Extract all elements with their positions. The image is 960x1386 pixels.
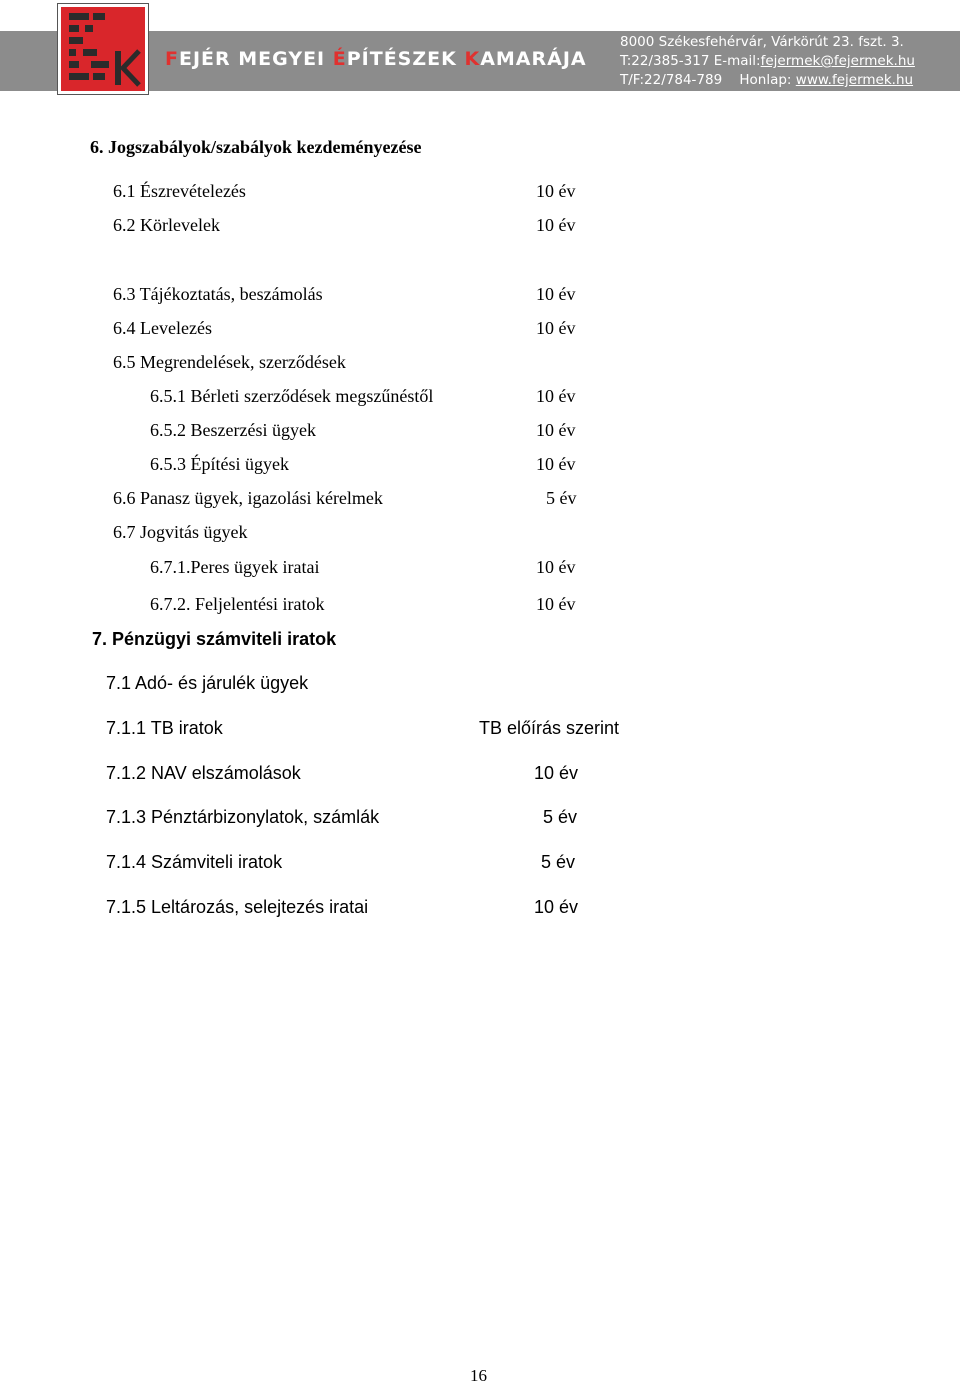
retention-item-value: TB előírás szerint xyxy=(479,718,620,738)
retention-item-value: 10 év xyxy=(536,284,576,304)
retention-item-value: 10 év xyxy=(536,454,576,474)
contact-block xyxy=(620,33,915,90)
retention-item-label: 6.5.1 Bérleti szerződések megszűnéstől xyxy=(150,386,434,406)
phone-prefix: T:22/385-317 E-mail: xyxy=(620,53,761,69)
retention-item-label: 6.3 Tájékoztatás, beszámolás xyxy=(113,284,323,304)
retention-item-label: 7.1.2 NAV elszámolások xyxy=(106,763,301,783)
retention-group-label: 6.5 Megrendelések, szerződések xyxy=(113,352,346,372)
retention-item-label: 6.7.1.Peres ügyek iratai xyxy=(150,557,320,577)
org-name-part: EJÉR MEGYEI xyxy=(178,48,333,70)
retention-group-label: 7.1 Adó- és járulék ügyek xyxy=(106,673,309,693)
page-number: 16 xyxy=(470,1366,487,1385)
retention-item-value: 10 év xyxy=(536,215,576,235)
retention-item-value: 10 év xyxy=(536,594,576,614)
retention-item-label: 6.6 Panasz ügyek, igazolási kérelmek xyxy=(113,488,383,508)
retention-item-value: 10 év xyxy=(536,557,576,577)
retention-item-label: 7.1.5 Leltározás, selejtezés iratai xyxy=(106,897,369,917)
retention-item-label: 6.7.2. Feljelentési iratok xyxy=(150,594,325,614)
address-line: 8000 Székesfehérvár, Várkörút 23. fszt. 3. xyxy=(620,34,904,50)
retention-item-label: 6.5.2 Beszerzési ügyek xyxy=(150,420,316,440)
section-6-heading: 6. Jogszabályok/szabályok kezdeményezése xyxy=(90,137,422,157)
web-prefix: Honlap: xyxy=(739,72,796,88)
org-name-part: AMARÁJA xyxy=(480,48,587,70)
retention-item-value: 10 év xyxy=(536,181,576,201)
retention-item-value: 10 év xyxy=(536,386,576,406)
retention-item-value: 5 év xyxy=(546,488,577,508)
chamber-logo xyxy=(57,3,149,95)
phone-email-line xyxy=(620,52,915,71)
org-name-part: K xyxy=(464,48,481,70)
retention-item-label: 6.2 Körlevelek xyxy=(113,215,220,235)
org-name-part: F xyxy=(165,48,179,70)
fax-web-line xyxy=(620,71,915,90)
retention-item-label: 7.1.1 TB iratok xyxy=(106,718,223,738)
organization-name xyxy=(165,48,587,70)
fax-number: T/F:22/784-789 xyxy=(620,72,723,88)
retention-item-label: 7.1.4 Számviteli iratok xyxy=(106,852,283,872)
retention-item-label: 6.1 Észrevételezés xyxy=(113,181,246,201)
retention-item-value: 5 év xyxy=(543,807,578,827)
retention-item-label: 7.1.3 Pénztárbizonylatok, számlák xyxy=(106,807,380,827)
retention-item-value: 10 év xyxy=(534,897,579,917)
retention-item-value: 5 év xyxy=(541,852,576,872)
email-link[interactable]: fejermek@fejermek.hu xyxy=(760,53,915,69)
website-link[interactable]: www.fejermek.hu xyxy=(795,72,914,88)
retention-item-label: 6.5.3 Építési ügyek xyxy=(150,454,289,474)
retention-item-value: 10 év xyxy=(534,763,579,783)
retention-item-value: 10 év xyxy=(536,318,576,338)
org-name-part: PÍTÉSZEK xyxy=(346,48,465,70)
retention-item-label: 6.4 Levelezés xyxy=(113,318,212,338)
org-name-part: É xyxy=(332,48,347,70)
retention-group-label: 6.7 Jogvitás ügyek xyxy=(113,522,248,542)
retention-item-value: 10 év xyxy=(536,420,576,440)
section-7-heading: 7. Pénzügyi számviteli iratok xyxy=(92,629,337,649)
